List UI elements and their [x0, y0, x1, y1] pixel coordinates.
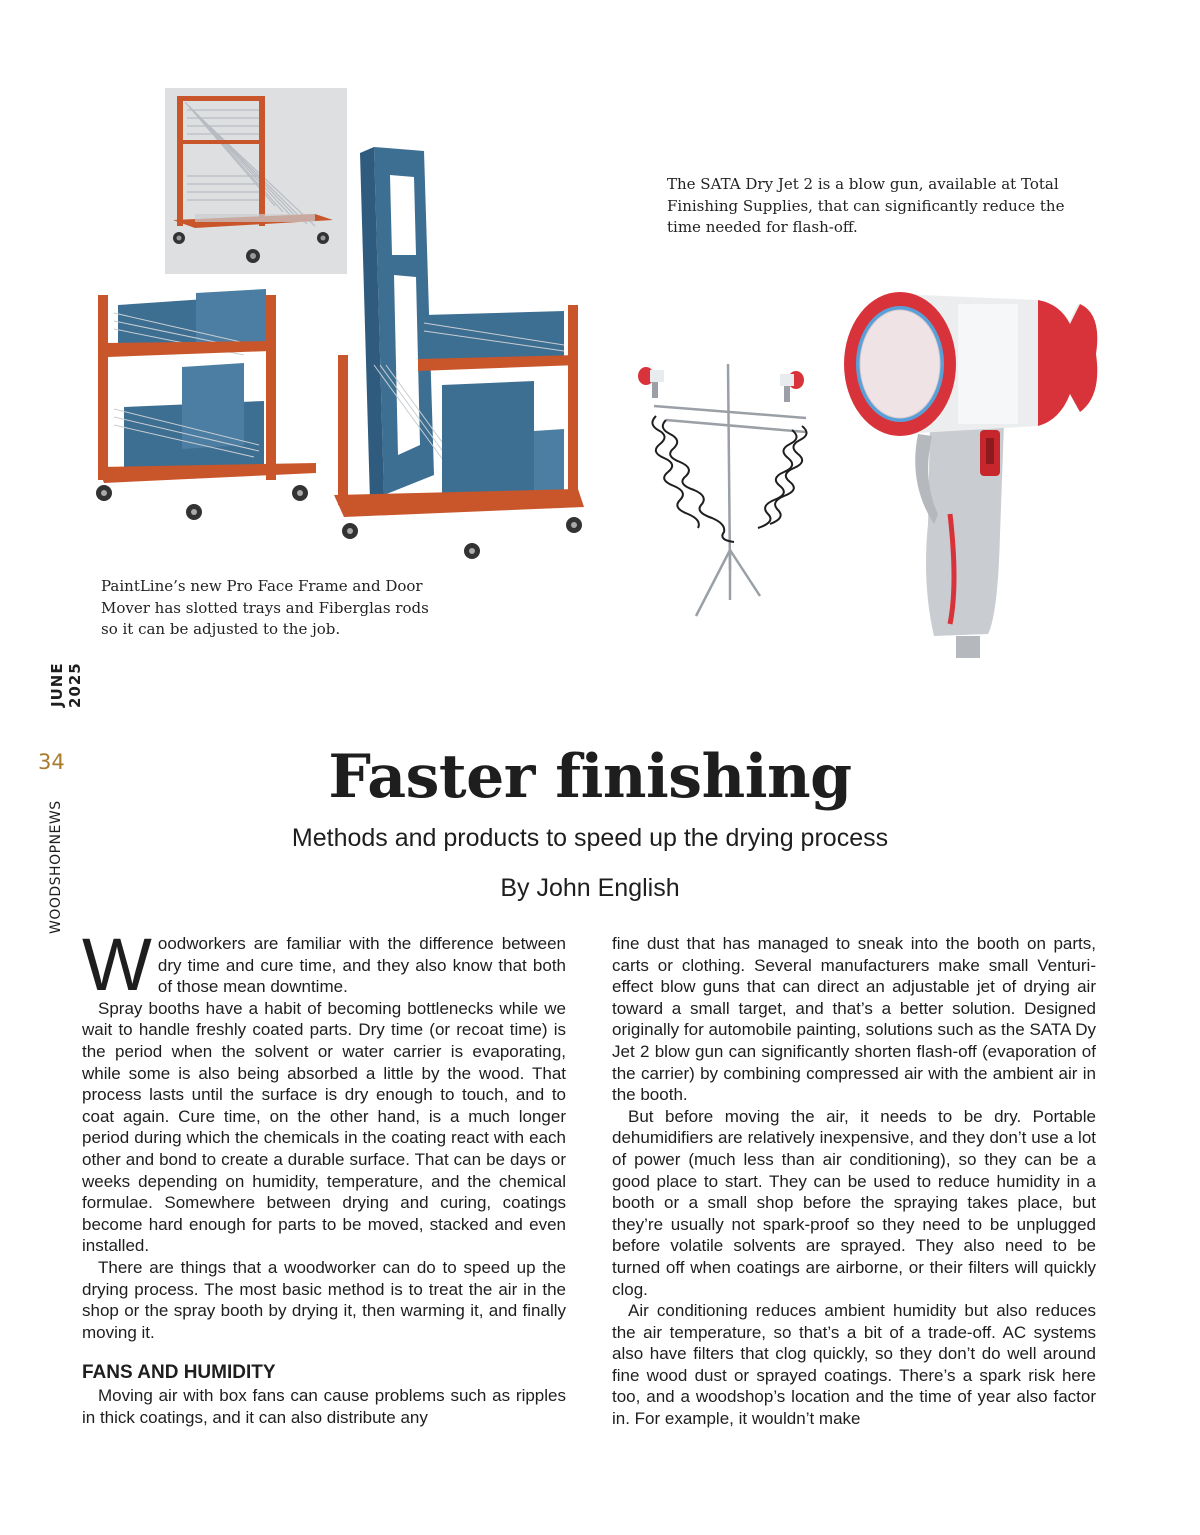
paragraph: Woodworkers are familiar with the difference between dry time and cure time, and they also know that both of those mean downtime. [82, 923, 566, 1006]
sata-dry-jet-photo [838, 284, 1103, 664]
paragraph: fine dust that has managed to sneak into the booth on parts, carts or clothing. Several manufacturers make small Venturi-effect blow guns that can direct an adjustable jet of drying air toward a small target, and that’s a better solution. Designed originally for automobile painting, solutions such as the SATA Dy Jet 2 blow gun can significantly shorten flash-off (evaporation of the carrier) by combining compressed air with the ambient air in the booth. [612, 934, 1096, 1105]
article-title: Faster finishing [328, 742, 852, 812]
body-column-1 [82, 923, 566, 1428]
paragraph: Air conditioning reduces ambient humidity but also reduces the air temperature, so that’s a bit of a trade-off. AC systems also have filters that clog quickly, so they don’t do well around fine wood dust or sprayed coatings. There’s a spark risk here too, and a woodshop’s location and the time of year also factor in. For example, it wouldn’t make [612, 1301, 1096, 1429]
paragraph: Moving air with box fans can cause problems such as ripples in thick coatings, and it can also distribute any [82, 1386, 566, 1427]
paragraph: Spray booths have a habit of becoming bottlenecks while we wait to handle freshly coated parts. Dry time (or recoat time) is the period when the solvent or water carrier is evaporating, while some is also being absorbed a little by the wood. That process lasts until the surface is dry enough to touch, and to coat again. Cure time, on the other hand, is a much longer period during which the chemicals in the coating react with each other and bond to create a durable surface. That can be days or weeks depending on humidity, temperature, and the chemical formulae. Somewhere between drying and curing, coatings become hard enough for parts to be moved, stacked and even installed. [82, 998, 566, 1256]
paragraph: But before moving the air, it needs to be dry. Portable dehumidifiers are relatively inexpensive, and they don’t use a lot of power (much less than air conditioning), so they can be a good place to start. They can be used to reduce humidity in a booth or a small shop before the spraying takes place, but they’re usually not spark-proof so they need to be unplugged before volatile solvents are sprayed. They also need to be turned off when coatings are airborne, or their filters will quickly clog. [612, 1106, 1096, 1299]
sata-caption: The SATA Dry Jet 2 is a blow gun, available at Total Finishing Supplies, that can significantly reduce the time needed for flash-off. [667, 175, 1065, 236]
magazine-name: WOODSHOPNEWS [48, 800, 64, 935]
article-byline: By John English [500, 874, 680, 902]
body-column-2 [612, 933, 1096, 1430]
page-number: 34 [38, 750, 65, 774]
article-subtitle: Methods and products to speed up the drying process [291, 824, 889, 852]
blow-gun-stand-photo [626, 360, 832, 622]
issue-date: JUNE 2025 [48, 662, 84, 708]
paragraph: There are things that a woodworker can do to speed up the drying process. The most basic method is to treat the air in the shop or the spray booth by drying it, then warming it, and finally moving it. [82, 1257, 566, 1342]
drop-cap: W [82, 923, 152, 1006]
paintline-caption: PaintLine’s new Pro Face Frame and Door Mover has slotted trays and Fiberglas rods so it can be adjusted to the job. [101, 577, 429, 638]
cart-with-panels-photo [94, 145, 589, 565]
section-heading: FANS AND HUMIDITY [82, 1362, 276, 1384]
